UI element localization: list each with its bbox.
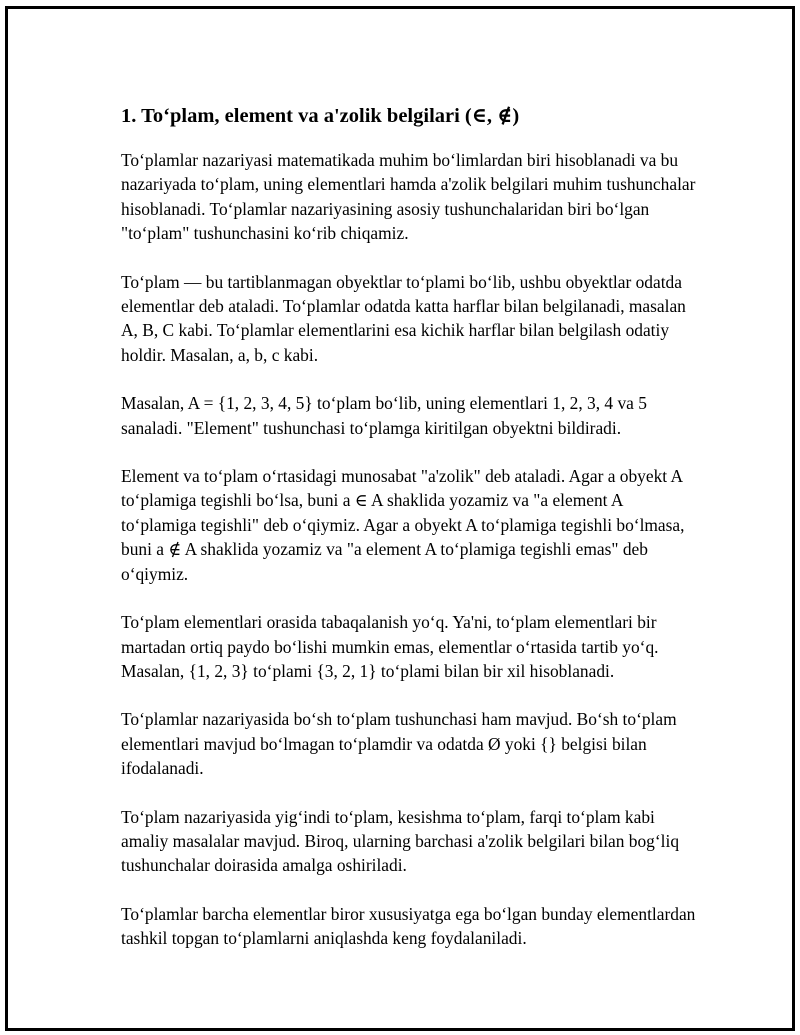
paragraph-definition-intro: To‘plamlar nazariyasi matematikada muhim bo‘limlardan biri hisoblanadi va bu nazariyada to‘plam, uning elementlari hamda a'zolik belgilari muhim tushunchalar hisoblanadi. To‘plamlar nazariyasining asosiy tushunchalaridan biri bo‘lgan "to‘plam" tushunchasini ko‘rib chiqamiz. [121,150,696,244]
document-body [121,100,701,975]
paragraph-set-notation: To‘plam — bu tartiblanmagan obyektlar to‘plami bo‘lib, ushbu obyektlar odatda elementlar deb ataladi. To‘plamlar odatda katta harflar bilan belgilanadi, masalan A, B, C kabi. To‘plamlar elementlarini esa kichik harflar bilan belgilash odatiy holdir. Masalan, a, b, c kabi. [121,271,686,365]
page-frame [5,6,795,1031]
paragraph-empty-set: To‘plamlar nazariyasida bo‘sh to‘plam tushunchasi ham mavjud. Bo‘sh to‘plam elementlari mavjud bo‘lmagan to‘plamdir va odatda Ø yoki {} belgisi bilan ifodalanadi. [121,709,677,779]
paragraph-set-properties: To‘plamlar barcha elementlar biror xususiyatga ega bo‘lgan bunday elementlardan tashkil topgan to‘plamlarni aniqlashda keng foydalaniladi. [121,903,696,949]
paragraph-set-operations: To‘plam nazariyasida yig‘indi to‘plam, kesishma to‘plam, farqi to‘plam kabi amaliy masalalar mavjud. Biroq, ularning barchasi a'zolik belgilari bilan bog‘liq tushunchalar doirasida amalga oshiriladi. [121,806,680,876]
section-heading: 1. To‘plam, element va a'zolik belgilari (∈, ∉) [121,105,520,127]
paragraph-no-order: To‘plam elementlari orasida tabaqalanish yo‘q. Ya'ni, to‘plam elementlari bir martadan ortiq paydo bo‘lishi mumkin emas, elementlar o‘rtasida tartib yo‘q. Masalan, {1, 2, 3} to‘plami {3, 2, 1} to‘plami bilan bir xil hisoblanadi. [121,612,659,681]
paragraph-set-example: Masalan, A = {1, 2, 3, 4, 5} to‘plam bo‘lib, uning elementlari 1, 2, 3, 4 va 5 sanaladi. "Element" tushunchasi to‘plamga kiritilgan obyektni bildiradi. [121,393,647,438]
paragraph-membership: Element va to‘plam o‘rtasidagi munosabat "a'zolik" deb ataladi. Agar a obyekt A to‘plamiga tegishli bo‘lsa, buni a ∈ A shaklida yozamiz va "a element A to‘plamiga tegishli" deb o‘qiymiz. Agar a obyekt A to‘plamiga tegishli bo‘lmasa, buni a ∉ A shaklida yozamiz va "a element A to‘plamiga tegishli emas" deb o‘qiymiz. [121,466,685,584]
